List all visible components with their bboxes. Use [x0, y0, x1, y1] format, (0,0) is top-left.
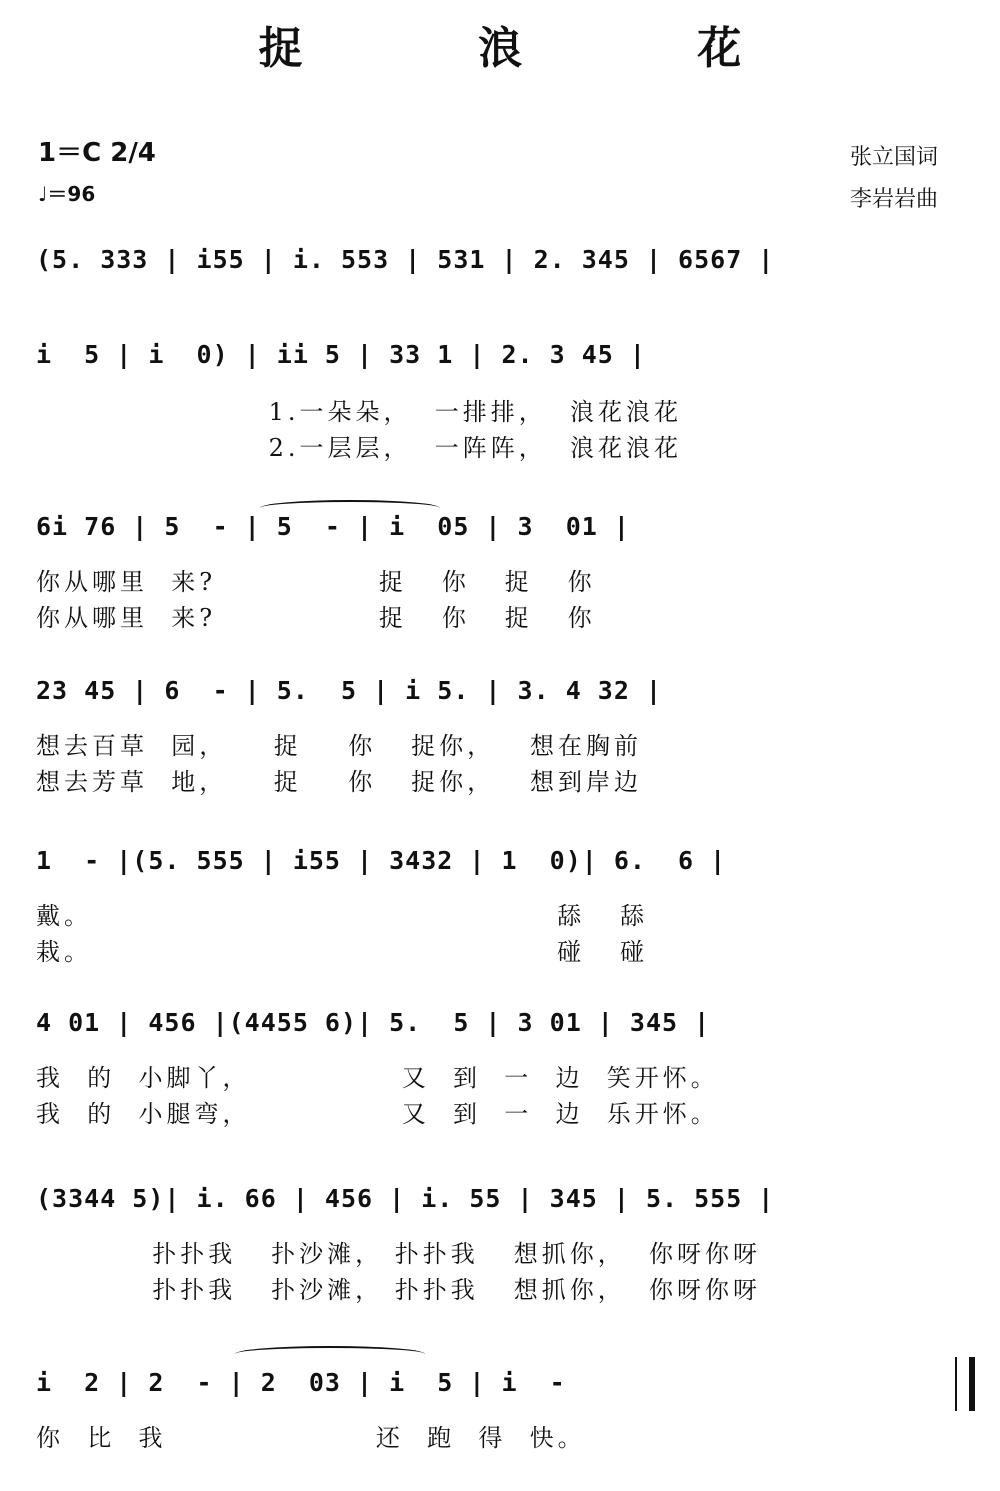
lyric-line-6-verse-1: 我 的 小脚丫， 又 到 一 边 笑开怀。 [36, 1064, 719, 1092]
lyric-line-5-verse-1: 戴。 舔 舔 [36, 902, 649, 930]
lyric-line-4-verse-2: 想去芳草 地， 捉 你 捉你， 想到岸边 [36, 768, 643, 796]
notation-line-7: (3344 5)| i. 66 | 456 | i. 55 | 345 | 5. 555 | [36, 1184, 775, 1213]
key-signature: 1＝C 2/4 [38, 138, 156, 168]
notation-line-8: i 2 | 2 - | 2 03 | i 5 | i - [36, 1368, 566, 1397]
tempo-marking: ♩＝96 [38, 182, 96, 206]
notation-line-1: (5. 333 | i55 | i. 553 | 531 | 2. 345 | 6567 | [36, 245, 775, 274]
lyric-line-7-verse-1: 扑扑我 扑沙滩， 扑扑我 想抓你， 你呀你呀 [36, 1240, 761, 1268]
notation-line-5: 1 - |(5. 555 | i55 | 3432 | 1 0)| 6. 6 | [36, 846, 727, 875]
composer-credit: 李岩岩曲 [850, 187, 939, 212]
lyricist-credit: 张立国词 [850, 145, 939, 170]
lyric-line-3-verse-2: 你从哪里 来? 捉 你 捉 你 [36, 604, 596, 632]
lyric-line-2-verse-2: 2.一层层， 一阵阵， 浪花浪花 [36, 434, 682, 462]
notation-line-2: i 5 | i 0) | ii 5 | 33 1 | 2. 3 45 | [36, 340, 646, 369]
lyric-line-3-verse-1: 你从哪里 来? 捉 你 捉 你 [36, 568, 596, 596]
notation-line-4: 23 45 | 6 - | 5. 5 | i 5. | 3. 4 32 | [36, 676, 662, 705]
tie-slur-final [235, 1346, 425, 1362]
lyric-line-2-verse-1: 1.一朵朵， 一排排， 浪花浪花 [36, 398, 682, 426]
lyric-line-8: 你 比 我 还 跑 得 快。 [36, 1424, 586, 1452]
song-title: 捉 浪 花 [258, 23, 822, 74]
lyric-line-5-verse-2: 栽。 碰 碰 [36, 938, 649, 966]
notation-line-6: 4 01 | 456 |(4455 6)| 5. 5 | 3 01 | 345 | [36, 1008, 711, 1037]
lyric-line-4-verse-1: 想去百草 园， 捉 你 捉你， 想在胸前 [36, 732, 643, 760]
final-barline [955, 1357, 975, 1411]
lyric-line-7-verse-2: 扑扑我 扑沙滩， 扑扑我 想抓你， 你呀你呀 [36, 1276, 761, 1304]
notation-line-3: 6i 76 | 5 - | 5 - | i 05 | 3 01 | [36, 512, 630, 541]
lyric-line-6-verse-2: 我 的 小腿弯， 又 到 一 边 乐开怀。 [36, 1100, 719, 1128]
